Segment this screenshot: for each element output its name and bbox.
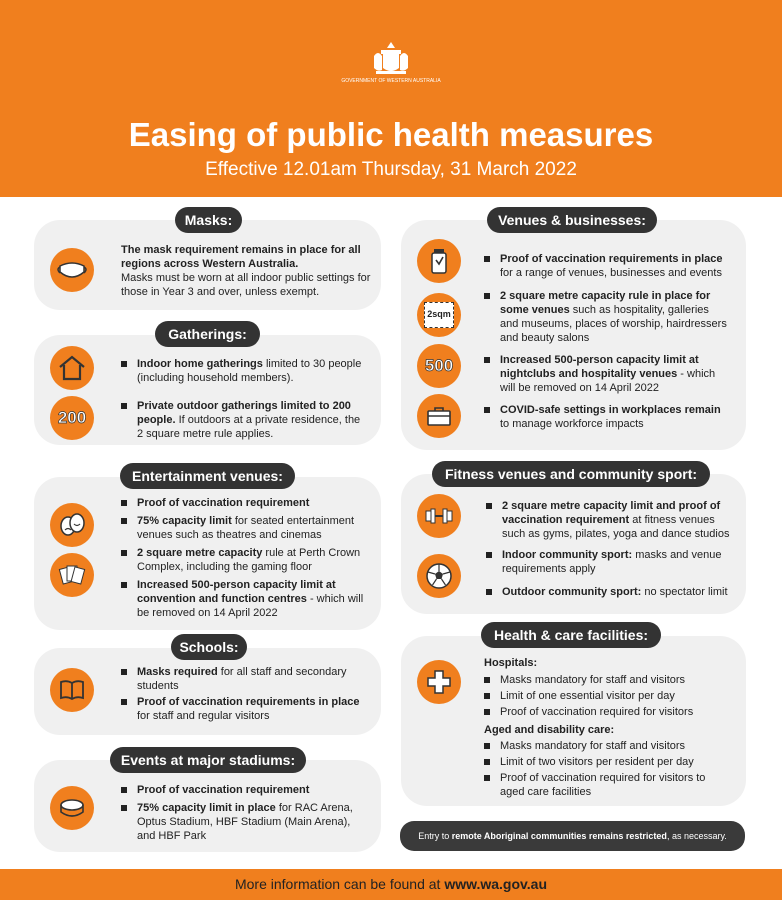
stadiums-item-1 <box>121 783 366 797</box>
venues-item-3-text: - which will be removed on 14 April 2022 <box>500 368 716 394</box>
square-metre-label: 2sqm <box>424 302 454 328</box>
entertainment-item-2 <box>121 514 366 542</box>
gathering-item-outdoor-text: If outdoors at a private residence, the 2 square metre rule applies. <box>137 414 361 440</box>
gathering-item-indoor-text: limited to 30 people (including household members). <box>137 358 362 384</box>
note-pre: Entry to <box>418 831 452 841</box>
fitness-item-3-text: no spectator limit <box>641 586 728 598</box>
entertainment-item-4 <box>121 578 366 620</box>
schools-item-1 <box>121 665 366 693</box>
footer-text: More information can be found at <box>234 876 445 892</box>
venues-item-2 <box>484 289 729 345</box>
entertainment-heading: Entertainment venues: <box>120 463 295 489</box>
entertainment-item-3-bold: 2 square metre capacity <box>137 547 263 559</box>
masks-text <box>121 243 371 299</box>
venues-item-3 <box>484 353 729 395</box>
schools-heading: Schools: <box>171 634 247 660</box>
aged-care-item-2: Limit of two visitors per resident per day <box>484 755 729 769</box>
entertainment-item-4-text: - which will be removed on 14 April 2022 <box>137 593 364 619</box>
gathering-item-indoor-bold: Indoor home gatherings <box>137 358 263 370</box>
medical-cross-icon <box>417 660 461 704</box>
venues-item-2-bold: 2 square metre capacity rule in place for some venues <box>500 290 711 316</box>
venue-500-label: 500 <box>424 356 454 375</box>
stadiums-item-1-bold: Proof of vaccination requirement <box>137 784 310 796</box>
aged-care-item-3: Proof of vaccination required for visitors to aged care facilities <box>484 771 724 799</box>
health-heading: Health & care facilities: <box>481 622 661 648</box>
schools-item-2-bold: Proof of vaccination requirements in place <box>137 696 360 708</box>
footer <box>0 869 782 900</box>
schools-item-1-bold: Masks required <box>137 666 218 678</box>
venues-item-2-text: such as hospitality, galleries and museums, places of worship, hairdressers and beauty salons <box>500 304 727 344</box>
venues-heading: Venues & businesses: <box>487 207 657 233</box>
entertainment-item-3-text: rule at Perth Crown Complex, including the gaming floor <box>137 547 361 573</box>
fitness-item-2-text: masks and venue requirements apply <box>502 549 722 575</box>
hospitals-label: Hospitals: <box>484 657 538 669</box>
stadiums-item-2-text: for RAC Arena, Optus Stadium, HBF Stadium (Main Arena), and HBF Park <box>137 802 353 842</box>
venues-item-1-text: for a range of venues, businesses and events <box>500 267 722 279</box>
entertainment-item-2-bold: 75% capacity limit <box>137 515 232 527</box>
fitness-item-1-text: at fitness venues such as gyms, pilates, yoga and dance studios <box>502 514 730 540</box>
gathering-item-indoor <box>121 357 366 385</box>
gathering-200-label: 200 <box>57 408 87 427</box>
gathering-item-outdoor <box>121 399 366 441</box>
mask-icon <box>50 248 94 292</box>
square-metre-icon <box>417 293 461 337</box>
fitness-item-3-bold: Outdoor community sport: <box>502 586 642 598</box>
hospitals-item-2: Limit of one essential visitor per day <box>484 689 729 703</box>
note-bold: remote Aboriginal communities remains restricted <box>451 831 667 841</box>
fitness-item-2 <box>486 548 731 576</box>
stadiums-item-2 <box>121 801 366 843</box>
page-subtitle: Effective 12.01am Thursday, 31 March 2022 <box>205 159 577 180</box>
gatherings-heading: Gatherings: <box>155 321 260 347</box>
entertainment-item-4-bold: Increased 500-person capacity limit at convention and function centres <box>137 579 336 605</box>
header <box>0 0 782 197</box>
page-title: Easing of public health measures <box>128 116 654 153</box>
stadium-icon <box>50 786 94 830</box>
crest-text: GOVERNMENT OF WESTERN AUSTRALIA <box>341 78 441 84</box>
venues-item-1-bold: Proof of vaccination requirements in place <box>500 253 723 265</box>
gathering-item-outdoor-bold: Private outdoor gatherings limited to 200 people. <box>137 400 351 426</box>
schools-item-1-text: for all staff and secondary students <box>137 666 347 692</box>
aged-care-item-1: Masks mandatory for staff and visitors <box>484 739 729 753</box>
masks-detail: Masks must be worn at all indoor public settings for those in Year 3 and over, unless exempt. <box>121 272 371 298</box>
footer-link[interactable]: www.wa.gov.au <box>444 876 548 892</box>
hospitals-item-3: Proof of vaccination required for visitors <box>484 705 729 719</box>
entertainment-item-1-bold: Proof of vaccination requirement <box>137 497 310 509</box>
vaccine-vial-icon <box>417 239 461 283</box>
hospitals-item-1: Masks mandatory for staff and visitors <box>484 673 729 687</box>
schools-item-2-text: for staff and regular visitors <box>137 710 270 722</box>
briefcase-icon <box>417 394 461 438</box>
note-post: , as necessary. <box>666 831 727 841</box>
fitness-heading: Fitness venues and community sport: <box>432 461 710 487</box>
book-icon <box>50 668 94 712</box>
stadiums-heading: Events at major stadiums: <box>110 747 306 773</box>
masks-heading: Masks: <box>175 207 242 233</box>
soccer-ball-icon <box>417 554 461 598</box>
venues-item-3-bold: Increased 500-person capacity limit at nightclubs and hospitality venues <box>500 354 699 380</box>
schools-item-2 <box>121 695 366 723</box>
venues-item-1 <box>484 252 729 280</box>
stadiums-item-2-bold: 75% capacity limit in place <box>137 802 276 814</box>
playing-cards-icon <box>50 553 94 597</box>
entertainment-item-3 <box>121 546 366 574</box>
fitness-item-2-bold: Indoor community sport: <box>502 549 633 561</box>
venues-item-4-text: to manage workforce impacts <box>500 418 644 430</box>
fitness-item-3 <box>486 585 731 599</box>
fitness-item-1-bold: 2 square metre capacity limit and proof of vaccination requirement <box>502 500 721 526</box>
theatre-masks-icon <box>50 503 94 547</box>
aboriginal-communities-note <box>400 821 745 851</box>
aged-care-label: Aged and disability care: <box>484 724 615 736</box>
gathering-200-icon <box>50 396 94 440</box>
venues-item-4 <box>484 403 729 431</box>
fitness-item-1 <box>486 499 731 541</box>
entertainment-item-2-text: for seated entertainment venues such as theatres and cinemas <box>137 515 355 541</box>
house-icon <box>50 346 94 390</box>
masks-bold: The mask requirement remains in place for all regions across Western Australia. <box>121 244 361 270</box>
venue-500-icon <box>417 344 461 388</box>
dumbbell-icon <box>417 494 461 538</box>
venues-item-4-bold: COVID-safe settings in workplaces remain <box>500 404 721 416</box>
entertainment-item-1 <box>121 496 366 510</box>
